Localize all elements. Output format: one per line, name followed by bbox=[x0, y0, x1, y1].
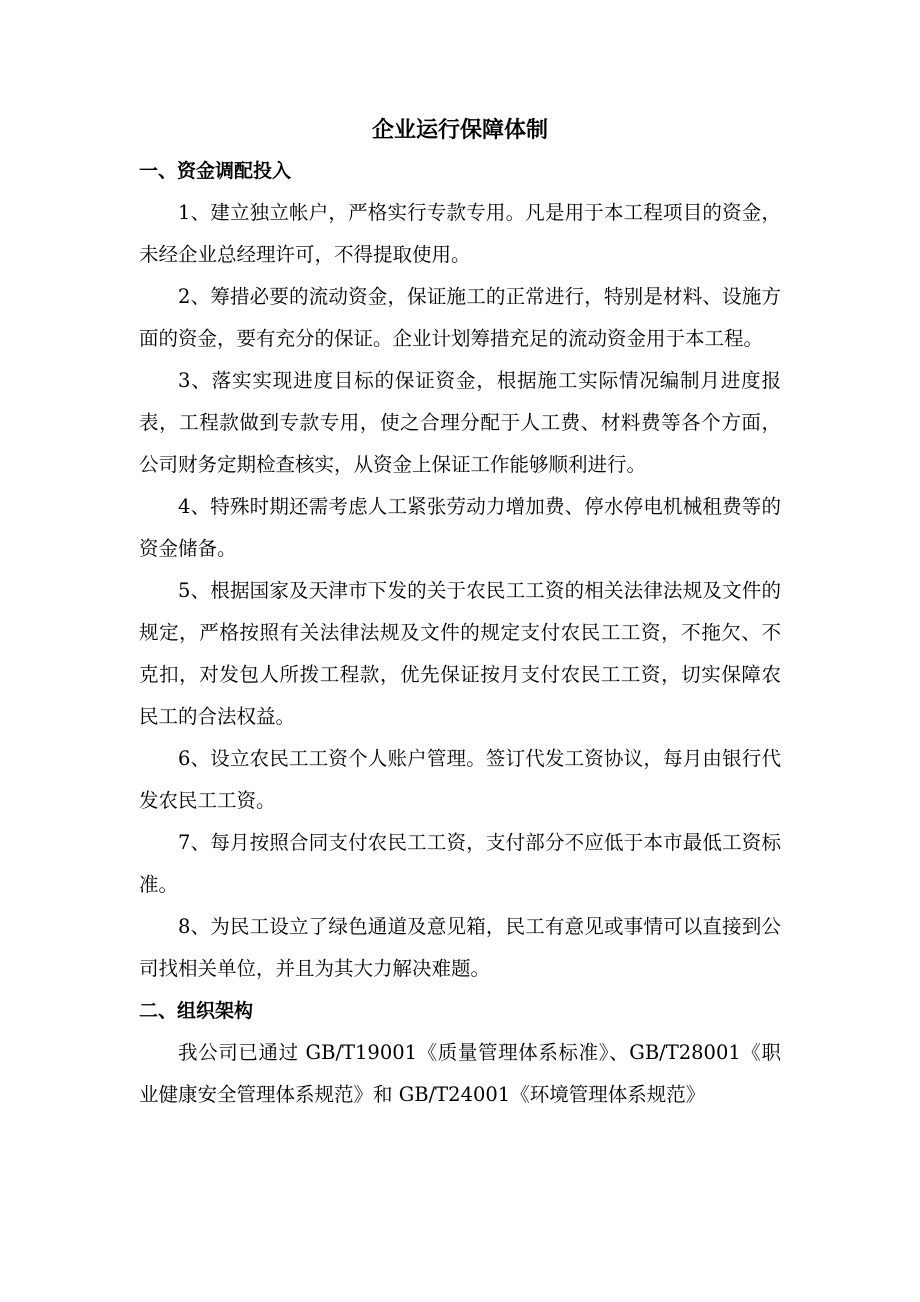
section-heading-organization: 二、组织架构 bbox=[139, 1000, 254, 1022]
paragraph-4: 4、特殊时期还需考虑人工紧张劳动力增加费、停水停电机械租费等的资金储备。 bbox=[139, 495, 781, 560]
paragraph-7: 7、每月按照合同支付农民工工资，支付部分不应低于本市最低工资标准。 bbox=[139, 831, 781, 896]
document-page bbox=[139, 112, 781, 1116]
paragraph-6: 6、设立农民工工资个人账户管理。签订代发工资协议，每月由银行代发农民工工资。 bbox=[139, 747, 781, 812]
document-title: 企业运行保障体制 bbox=[371, 118, 548, 143]
paragraph-3: 3、落实实现进度目标的保证资金，根据施工实际情况编制月进度报表，工程款做到专款专用，使之合理分配于人工费、材料费等各个方面，公司财务定期检查核实，从资金上保证工作能够顺利进行。 bbox=[139, 369, 781, 476]
paragraph-5: 5、根据国家及天津市下发的关于农民工工资的相关法律法规及文件的规定，严格按照有关法律法规及文件的规定支付农民工工资，不拖欠、不克扣，对发包人所拨工程款，优先保证按月支付农民工工资，切实保障农民工的合法权益。 bbox=[139, 579, 781, 728]
paragraph-2: 2、筹措必要的流动资金，保证施工的正常进行，特别是材料、设施方面的资金，要有充分的保证。企业计划筹措充足的流动资金用于本工程。 bbox=[139, 285, 781, 350]
paragraph-org-1: 我公司已通过 GB/T19001《质量管理体系标准》、GB/T28001《职业健康安全管理体系规范》和 GB/T24001《环境管理体系规范》 bbox=[139, 1041, 781, 1106]
paragraph-8: 8、为民工设立了绿色通道及意见箱，民工有意见或事情可以直接到公司找相关单位，并且为其大力解决难题。 bbox=[139, 915, 781, 980]
section-heading-funding: 一、资金调配投入 bbox=[139, 160, 292, 182]
paragraph-1: 1、建立独立帐户，严格实行专款专用。凡是用于本工程项目的资金，未经企业总经理许可，不得提取使用。 bbox=[139, 201, 781, 266]
